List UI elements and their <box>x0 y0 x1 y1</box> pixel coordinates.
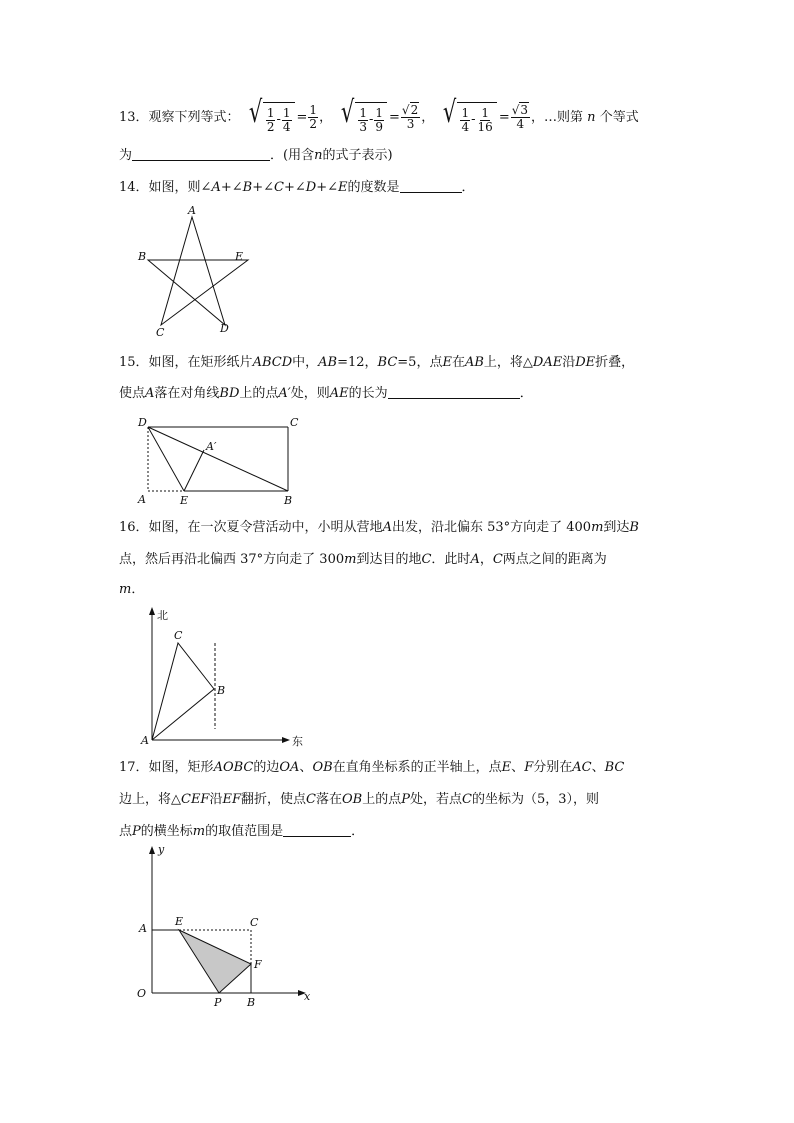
q17-line2: 边上，将△CEF沿EF翻折，使点C落在OB上的点P处，若点C的坐标为（5，3），则 <box>119 792 599 807</box>
q14-label-d: D <box>220 322 229 335</box>
q17-label-a: A <box>139 922 147 935</box>
q17-coordinate-figure <box>132 840 318 1014</box>
q13-number: 13． <box>119 110 149 125</box>
q14-line1: 14．如图，则∠A+∠B+∠C+∠D+∠E的度数是 ． <box>119 180 475 195</box>
q16-label-c: C <box>174 629 183 642</box>
q16-line2: 点，然后再沿北偏西 37°方向走了 300m到达目的地C．此时A，C两点之间的距离为 <box>119 552 607 567</box>
q16-line1: 16．如图，在一次夏令营活动中，小明从营地A出发，沿北偏东 53°方向走了 400m到达B <box>119 520 639 535</box>
q15-line1: 15．如图，在矩形纸片ABCD中，AB=12，BC=5，点E在AB上，将△DAE沿DE折叠， <box>119 355 635 370</box>
q17-answer-blank[interactable] <box>283 822 351 837</box>
q14-label-c: C <box>156 326 165 339</box>
q17-label-o: O <box>137 987 147 1000</box>
q15-label-aprime: A′ <box>206 440 217 453</box>
q13-line1: 13．观察下列等式： √ $\frac{1}{2}$ - $\frac{1}{4}$ = $\frac{1}{2}$ ， √ $\frac{1}{3}$ - $\frac{1}{9}$ = $\frac{√2}{3}$ ， √ $\frac{1}{4}$ - $\frac{1}{16}$ = $\frac{√3}{4}$ ，…则第 n 个等式 <box>119 98 639 137</box>
q13-eq1-result: $\frac{1}{2}$ <box>309 103 318 131</box>
q17-line3: 点P的横坐标m的取值范围是 ． <box>119 824 365 839</box>
q13-eq3-result: $\frac{√3}{4}$ <box>511 103 529 131</box>
q16-bearing-figure <box>136 603 306 749</box>
q13-eq2-result: $\frac{√2}{3}$ <box>401 103 419 131</box>
q13-eq2-root: √ $\frac{1}{3}$ - $\frac{1}{9}$ <box>338 98 387 137</box>
q14-star <box>148 217 248 325</box>
q14-number: 14． <box>119 180 149 195</box>
q17-folded-triangle <box>179 930 251 993</box>
q16-triangle <box>152 643 214 740</box>
q15-label-d: D <box>138 416 147 429</box>
q14-answer-blank[interactable] <box>400 178 462 193</box>
q17-label-x: x <box>304 990 311 1003</box>
q15-label-a: A <box>138 493 146 506</box>
q13-answer-blank[interactable] <box>132 146 270 161</box>
q14-label-a: A <box>188 204 196 217</box>
q14-label-e: E <box>235 250 244 263</box>
q16-label-a: A <box>141 734 149 747</box>
q15-number: 15． <box>119 355 149 370</box>
q15-label-e: E <box>180 494 189 507</box>
q13-lead: 观察下列等式： <box>148 110 240 125</box>
q17-label-y: y <box>158 843 165 856</box>
q17-label-b: B <box>247 996 256 1009</box>
q15-answer-blank[interactable] <box>388 384 520 399</box>
q16-label-b: B <box>217 684 226 697</box>
q17-label-c: C <box>250 916 259 929</box>
q14-star-figure <box>130 202 250 340</box>
q13-eq3-root: √ $\frac{1}{4}$ - $\frac{1}{16}$ <box>440 98 496 137</box>
q16-line3: m． <box>119 582 145 597</box>
q15-label-c: C <box>290 416 299 429</box>
q17-number: 17． <box>119 760 149 775</box>
q13-line2: 为 ．(用含n的式子表示) <box>119 148 393 163</box>
q17-label-p: P <box>214 996 222 1009</box>
q17-line1: 17．如图，矩形AOBC的边OA、OB在直角坐标系的正半轴上，点E、F分别在AC、BC <box>119 760 625 775</box>
q17-label-f: F <box>254 958 262 971</box>
q16-label-north: 北 <box>157 609 168 622</box>
q15-label-b: B <box>284 494 293 507</box>
q16-label-east: 东 <box>292 735 303 748</box>
q16-number: 16． <box>119 520 149 535</box>
q15-diagonal-bd <box>148 427 288 491</box>
q17-label-e: E <box>175 915 184 928</box>
q13-eq1-root: √ $\frac{1}{2}$ - $\frac{1}{4}$ <box>246 98 295 137</box>
q15-line2: 使点A落在对角线BD上的点A′处，则AE的长为 ． <box>119 386 533 401</box>
q15-rectangle-figure <box>132 412 304 508</box>
q14-label-b: B <box>138 250 147 263</box>
